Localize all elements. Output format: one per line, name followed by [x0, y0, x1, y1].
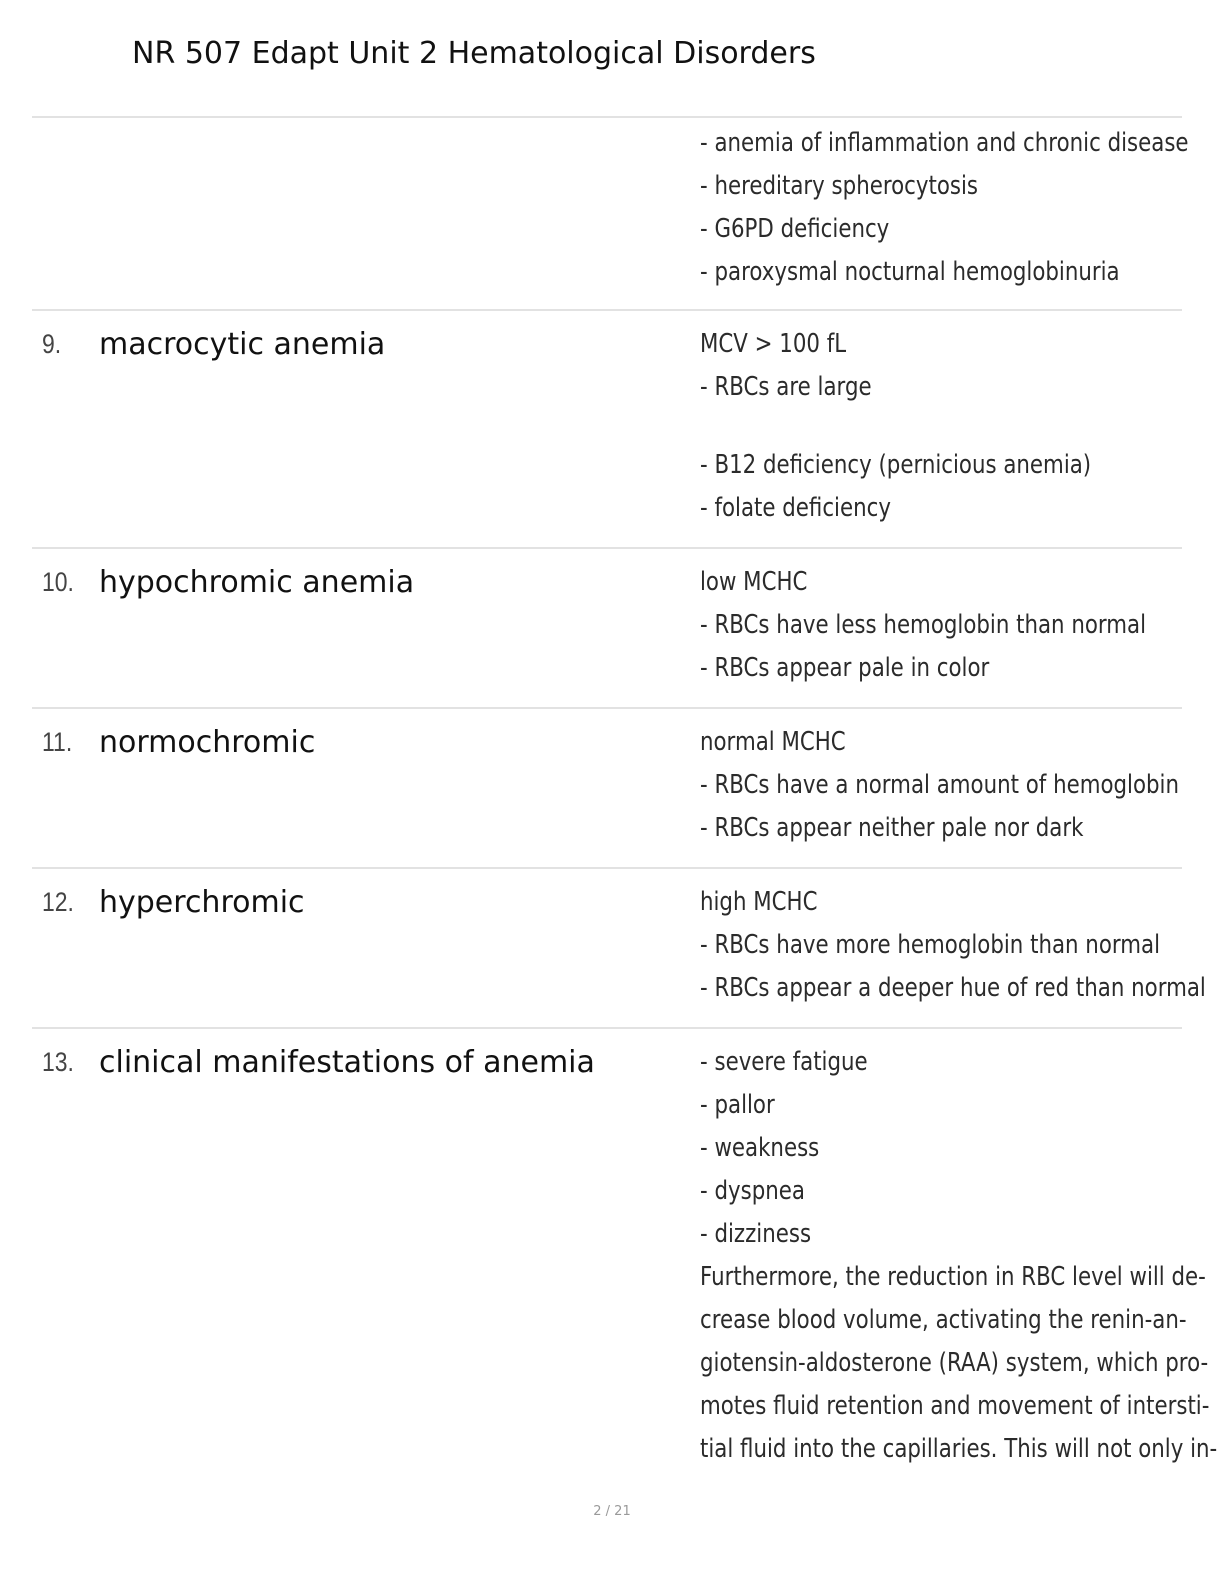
definition-line: - weakness — [700, 1133, 820, 1163]
definition-line: normal MCHC — [700, 727, 846, 757]
card-10 — [32, 547, 1182, 707]
card-continued — [32, 116, 1189, 309]
definition-line: - B12 deficiency (pernicious anemia) — [700, 450, 1092, 480]
card-definition — [700, 1041, 1218, 1471]
definition-line: MCV > 100 fL — [700, 329, 847, 359]
definition-line: - RBCs have more hemoglobin than normal — [700, 930, 1161, 960]
page-number: 2 / 21 — [593, 1504, 631, 1519]
card-number: 13. — [42, 1047, 74, 1077]
definition-spacer — [700, 409, 1159, 444]
card-11 — [32, 707, 1182, 867]
card-definition — [700, 122, 1189, 294]
definition-line: - RBCs have a normal amount of hemoglobin — [700, 770, 1179, 800]
card-definition — [700, 721, 1179, 850]
definition-line: - hereditary spherocytosis — [700, 171, 979, 201]
definition-line: Furthermore, the reduction in RBC level will de- — [700, 1262, 1206, 1292]
definition-line: - RBCs appear neither pale nor dark — [700, 813, 1084, 843]
definition-line: - RBCs appear a deeper hue of red than normal — [700, 973, 1206, 1003]
card-term: normochromic — [99, 725, 316, 760]
definition-line: high MCHC — [700, 887, 818, 917]
definition-line: tial fluid into the capillaries. This will not only in- — [700, 1434, 1218, 1464]
flashcard-list — [32, 116, 1218, 1479]
card-definition — [700, 323, 1159, 530]
document-title: NR 507 Edapt Unit 2 Hematological Disorders — [132, 36, 816, 71]
card-13 — [32, 1027, 1218, 1479]
definition-line: - anemia of inflammation and chronic disease — [700, 128, 1189, 158]
card-number: 10. — [42, 567, 74, 597]
definition-line: - severe fatigue — [700, 1047, 868, 1077]
definition-line: giotensin-aldosterone (RAA) system, which pro- — [700, 1348, 1209, 1378]
definition-line: crease blood volume, activating the renin-an- — [700, 1305, 1187, 1335]
definition-line: - dizziness — [700, 1219, 812, 1249]
card-definition — [700, 561, 1159, 690]
definition-line: motes fluid retention and movement of intersti- — [700, 1391, 1210, 1421]
definition-line: - pallor — [700, 1090, 775, 1120]
card-number: 11. — [42, 727, 73, 757]
card-term: macrocytic anemia — [99, 327, 386, 362]
card-term: clinical manifestations of anemia — [99, 1045, 595, 1080]
card-number: 9. — [42, 329, 62, 359]
definition-line: - paroxysmal nocturnal hemoglobinuria — [700, 257, 1120, 287]
definition-line: low MCHC — [700, 567, 808, 597]
card-term: hypochromic anemia — [99, 565, 415, 600]
definition-line: - RBCs are large — [700, 372, 872, 402]
definition-line: - dyspnea — [700, 1176, 805, 1206]
card-9 — [32, 309, 1182, 547]
definition-line: - RBCs have less hemoglobin than normal — [700, 610, 1147, 640]
card-term: hyperchromic — [99, 885, 305, 920]
card-number: 12. — [42, 887, 74, 917]
definition-line: - RBCs appear pale in color — [700, 653, 990, 683]
card-12 — [32, 867, 1206, 1027]
definition-line: - folate deficiency — [700, 493, 891, 523]
card-definition — [700, 881, 1206, 1010]
definition-line: - G6PD deficiency — [700, 214, 890, 244]
